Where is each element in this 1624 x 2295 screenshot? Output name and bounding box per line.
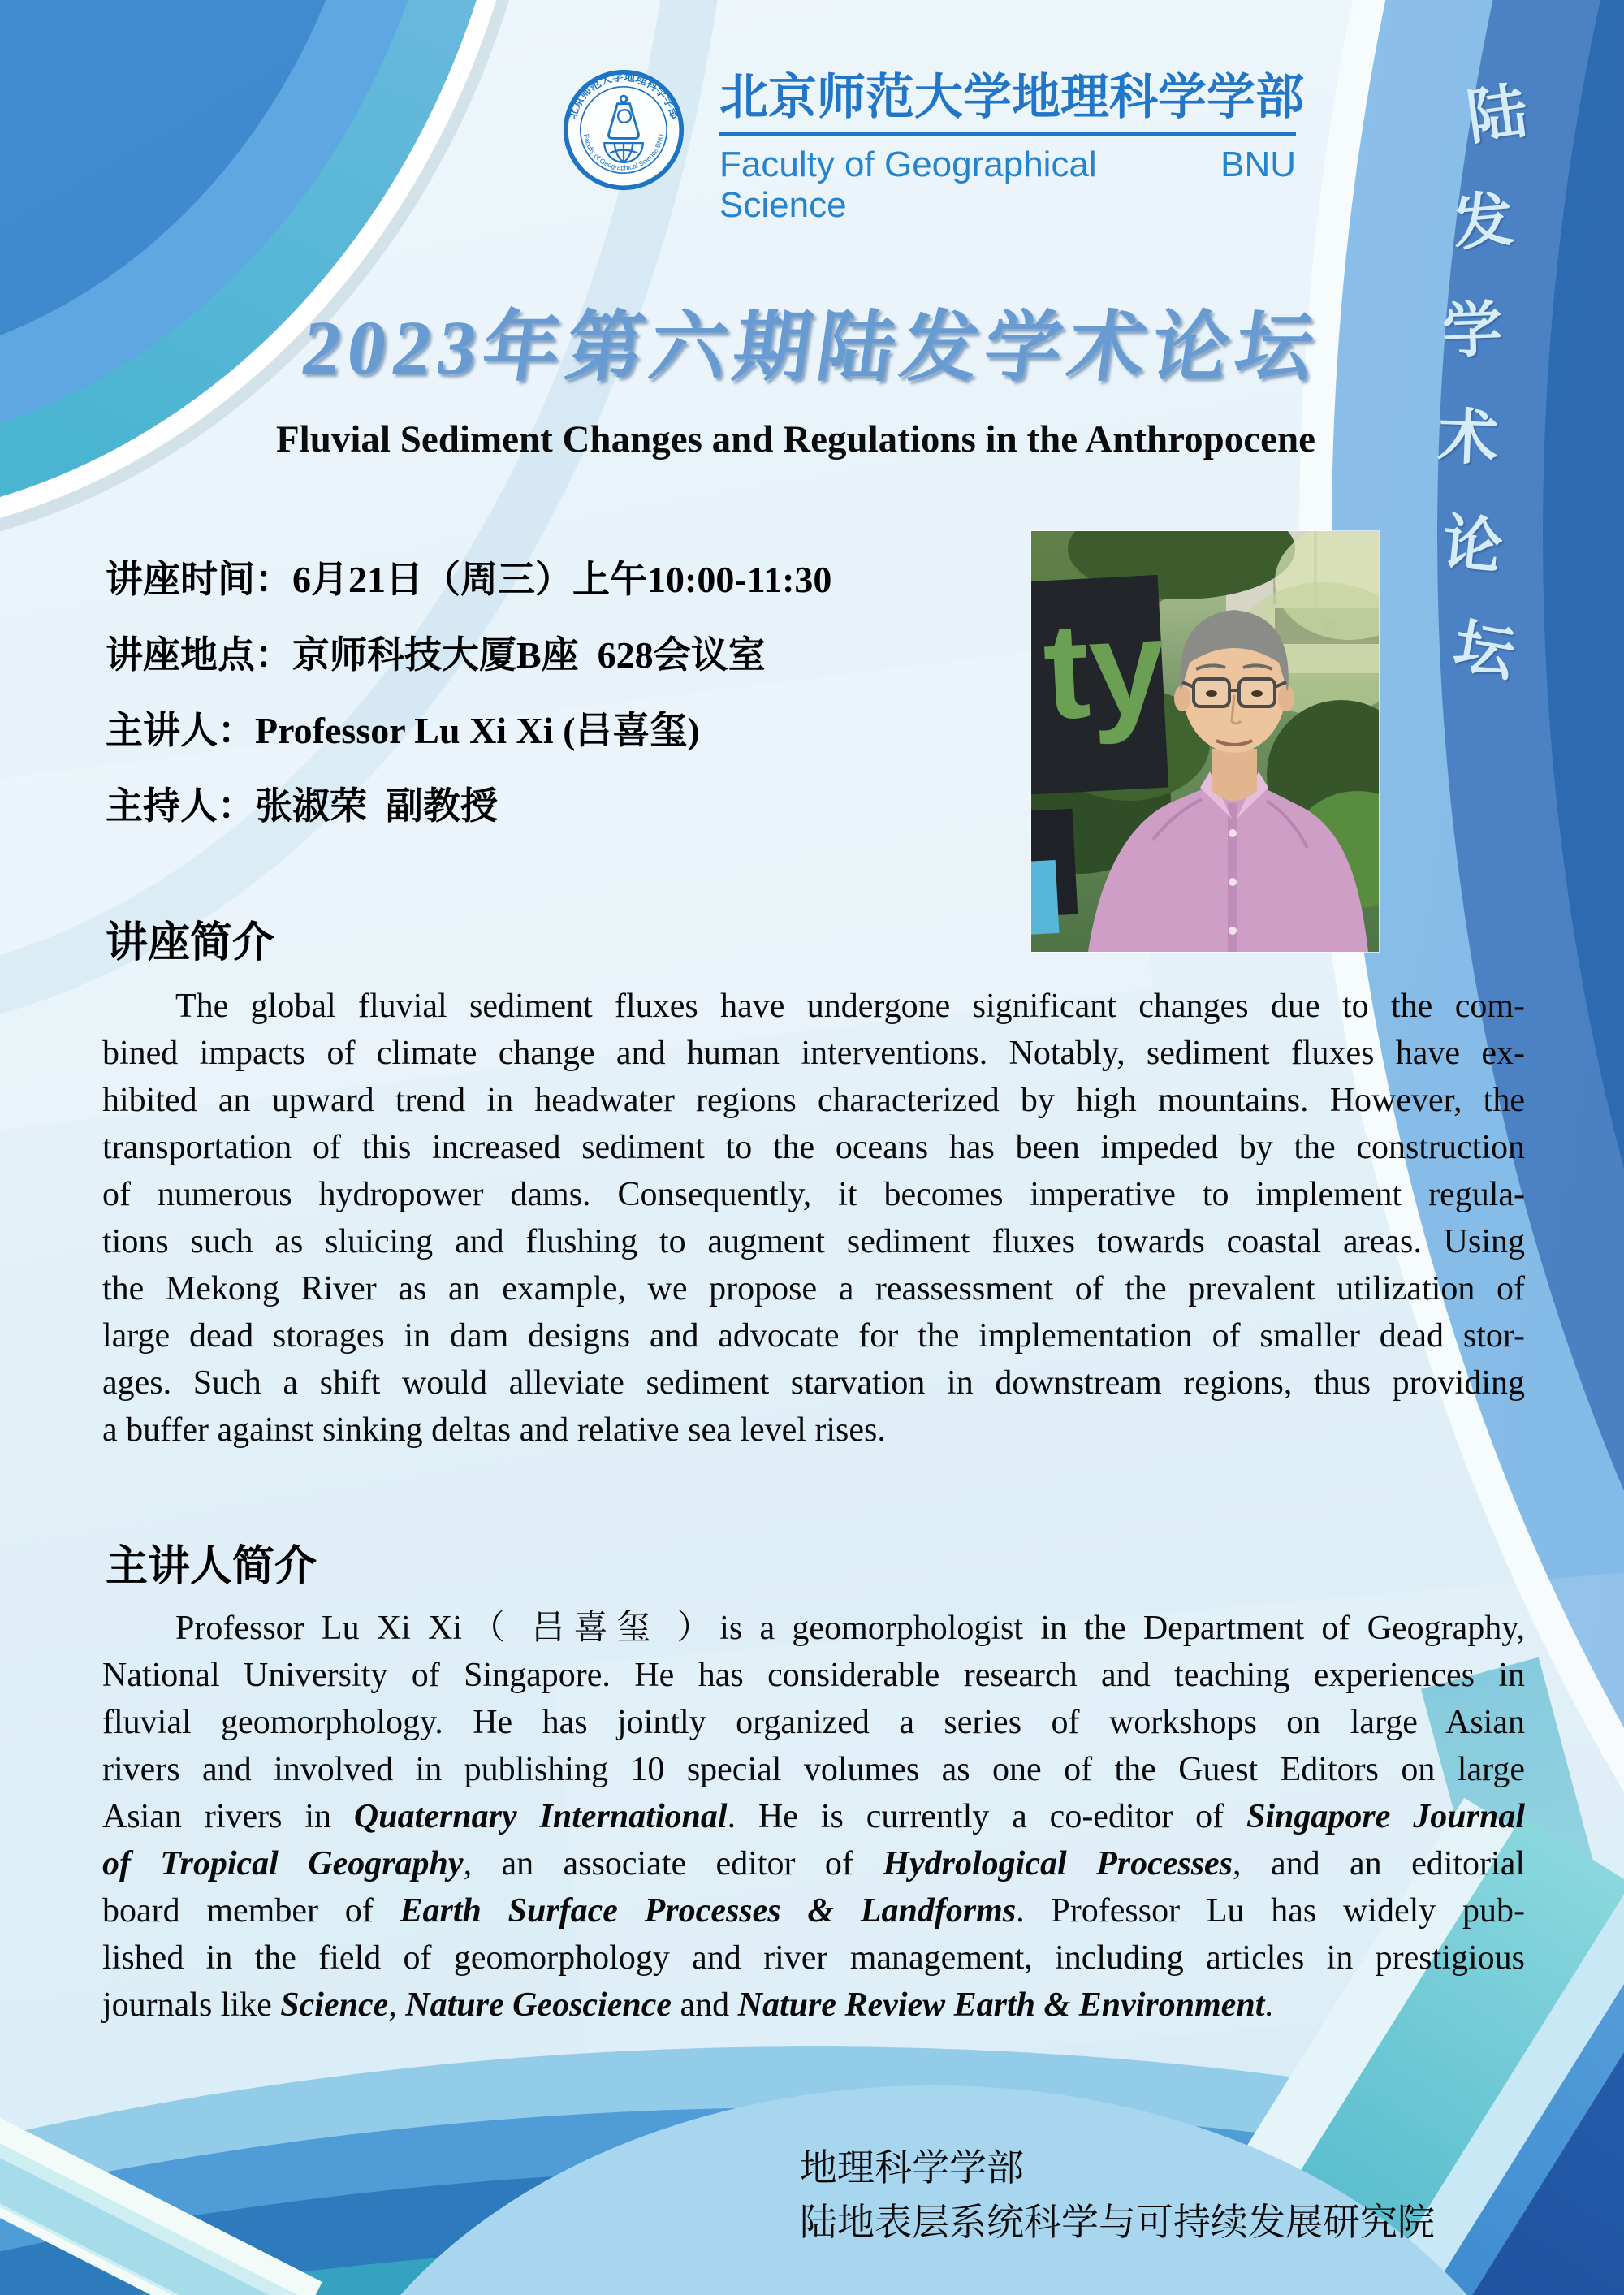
seal-ring-text-en: Faculty of Geographical Science BNU	[581, 133, 666, 172]
detail-row	[106, 559, 831, 600]
seal-ring-text-zh: 北京师范大学地理科学学部	[565, 70, 682, 121]
header-wordmark	[719, 70, 1304, 226]
para-line: hibited an upward trend in headwater regions characterized by high mountains. However, the	[102, 1082, 1525, 1119]
para-line: Professor Lu Xi Xi（ 吕喜玺 ）is a geomorphologist in the Department of Geography,	[175, 1610, 1525, 1647]
para-line: National University of Singapore. He has considerable research and teaching experiences in	[102, 1657, 1525, 1694]
divider-rule	[719, 132, 1296, 136]
vertical-banner-char: 陆	[1462, 76, 1532, 152]
para-line: Asian rivers in Quaternary International. He is currently a co-editor of Singapore Journal	[102, 1798, 1525, 1835]
university-logo	[562, 68, 685, 192]
bio-paragraph	[102, 1605, 1525, 2029]
org-name-zh: 北京师范大学地理科学学部	[719, 71, 1304, 124]
org-name-en: Faculty of Geographical Science	[719, 145, 1097, 225]
para-line: tions such as sluicing and flushing to augment sediment fluxes towards coastal areas. Using	[102, 1223, 1525, 1260]
bio-heading: 主讲人简介	[106, 1543, 317, 1590]
vertical-banner-char: 论	[1439, 508, 1506, 581]
detail-row	[106, 634, 831, 676]
vertical-banner-char: 发	[1450, 184, 1516, 258]
detail-value: 张淑荣 副教授	[255, 785, 498, 827]
footer-line: 地理科学学部	[800, 2146, 1024, 2189]
para-line: lished in the field of geomorphology and river management, including articles in prestigious	[102, 1939, 1525, 1977]
para-line: The global fluvial sediment fluxes have undergone significant changes due to the com-	[175, 988, 1525, 1025]
para-line: journals like Science, Nature Geoscience and Nature Review Earth & Environment.	[102, 1986, 1273, 2024]
detail-row	[106, 785, 831, 827]
vertical-banner-char: 学	[1440, 295, 1504, 365]
para-line: of numerous hydropower dams. Consequently, it becomes imperative to implement regula-	[102, 1176, 1525, 1213]
detail-label: 主持人：	[106, 784, 255, 827]
detail-value: Professor Lu Xi Xi (吕喜玺)	[255, 710, 700, 751]
lecture-title: Fluvial Sediment Changes and Regulations in the Anthropocene	[275, 418, 1316, 460]
para-line: the Mekong River as an example, we propose a reassessment of the prevalent utilization of	[102, 1270, 1525, 1307]
para-line: ages. Such a shift would alleviate sediment starvation in downstream regions, thus providing	[102, 1364, 1525, 1402]
photo-sign-letters: ty	[1039, 589, 1169, 749]
para-line: transportation of this increased sediment to the oceans has been impeded by the construction	[102, 1129, 1525, 1166]
detail-value: 6月21日（周三）上午10:00-11:30	[292, 559, 832, 600]
forum-title: 2023年第六期陆发学术论坛	[296, 305, 1326, 391]
para-line: large dead storages in dam designs and advocate for the implementation of smaller dead stor-	[102, 1317, 1525, 1355]
detail-label: 讲座地点：	[106, 633, 292, 676]
para-line: bined impacts of climate change and human interventions. Notably, sediment fluxes have ex-	[102, 1035, 1525, 1072]
detail-value: 京师科技大厦B座 628会议室	[292, 634, 766, 676]
para-line: board member of Earth Surface Processes & Landforms. Professor Lu has widely pub-	[102, 1892, 1525, 1930]
footer-line: 陆地表层系统科学与可持续发展研究院	[800, 2201, 1435, 2243]
para-line: rivers and involved in publishing 10 special volumes as one of the Guest Editors on large	[102, 1751, 1525, 1788]
abstract-heading: 讲座简介	[106, 919, 275, 966]
para-line: a buffer against sinking deltas and relative sea level rises.	[102, 1411, 886, 1449]
para-line: of Tropical Geography, an associate editor of Hydrological Processes, and an editorial	[102, 1845, 1526, 1882]
detail-row	[106, 710, 831, 751]
para-line: fluvial geomorphology. He has jointly organized a series of workshops on large Asian	[102, 1704, 1525, 1741]
footer	[800, 2141, 1435, 2250]
speaker-photo	[1031, 531, 1379, 952]
lecture-details	[106, 559, 831, 861]
vertical-banner-char: 坛	[1449, 612, 1520, 689]
detail-label: 讲座时间：	[106, 558, 292, 600]
org-abbr: BNU	[1220, 145, 1296, 184]
detail-label: 主讲人：	[106, 709, 255, 751]
university-seal-icon	[562, 68, 685, 192]
abstract-paragraph	[102, 983, 1525, 1454]
vertical-banner-char: 术	[1436, 402, 1500, 473]
